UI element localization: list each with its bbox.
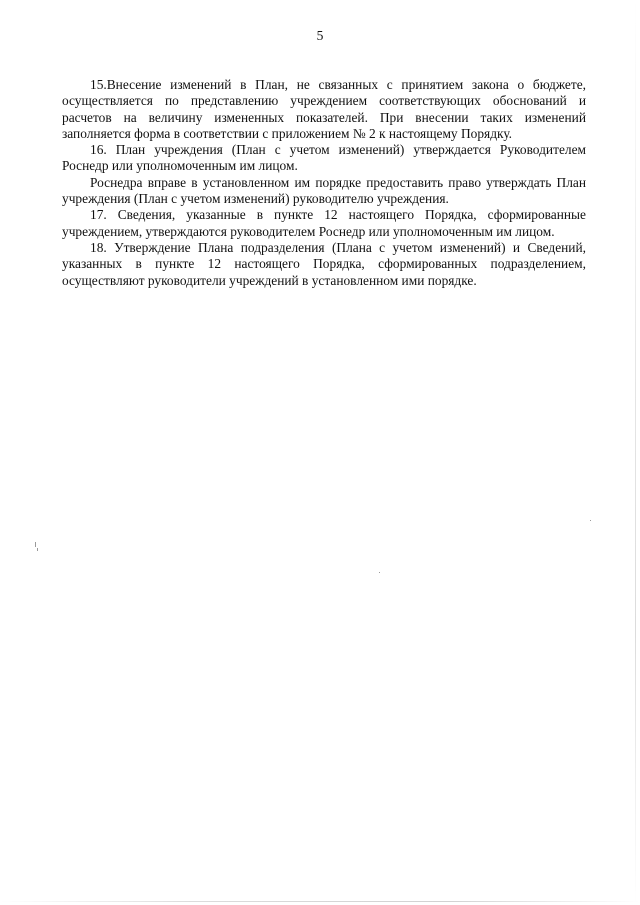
page-number: 5 bbox=[316, 28, 324, 43]
paragraph-18: 18. Утверждение Плана подразделения (Плана с учетом изменений) и Сведений, указанных в пункте 12 настоящего Порядка, сформированных подразделением, осуществляют руководители учреждений в установленном ими порядке. bbox=[62, 239, 586, 288]
document-body bbox=[62, 77, 586, 289]
scan-speck bbox=[37, 548, 38, 551]
scan-speck bbox=[35, 542, 36, 547]
scan-speck bbox=[590, 520, 591, 521]
paragraph-15: 15.Внесение изменений в План, не связанных с принятием закона о бюджете, осуществляется по представлению учреждением соответствующих обоснований и расчетов на величину измененных показателей. При внесении таких изменений заполняется форма в соответствии с приложением № 2 к настоящему Порядку. bbox=[62, 77, 586, 141]
paragraph-17: 17. Сведения, указанные в пункте 12 настоящего Порядка, сформированные учреждением, утверждаются руководителем Роснедр или уполномоченным им лицом. bbox=[62, 207, 586, 239]
paragraph-16: 16. План учреждения (План с учетом изменений) утверждается Руководителем Роснедр или уполномоченным им лицом. bbox=[62, 142, 586, 174]
scan-speck bbox=[379, 572, 380, 573]
scan-edge-bottom bbox=[0, 901, 640, 902]
scan-edge-right bbox=[635, 0, 636, 905]
paragraph-16-continuation: Роснедра вправе в установленном им порядке предоставить право утверждать План учреждения (План с учетом изменений) руководителю учреждения. bbox=[62, 174, 586, 207]
